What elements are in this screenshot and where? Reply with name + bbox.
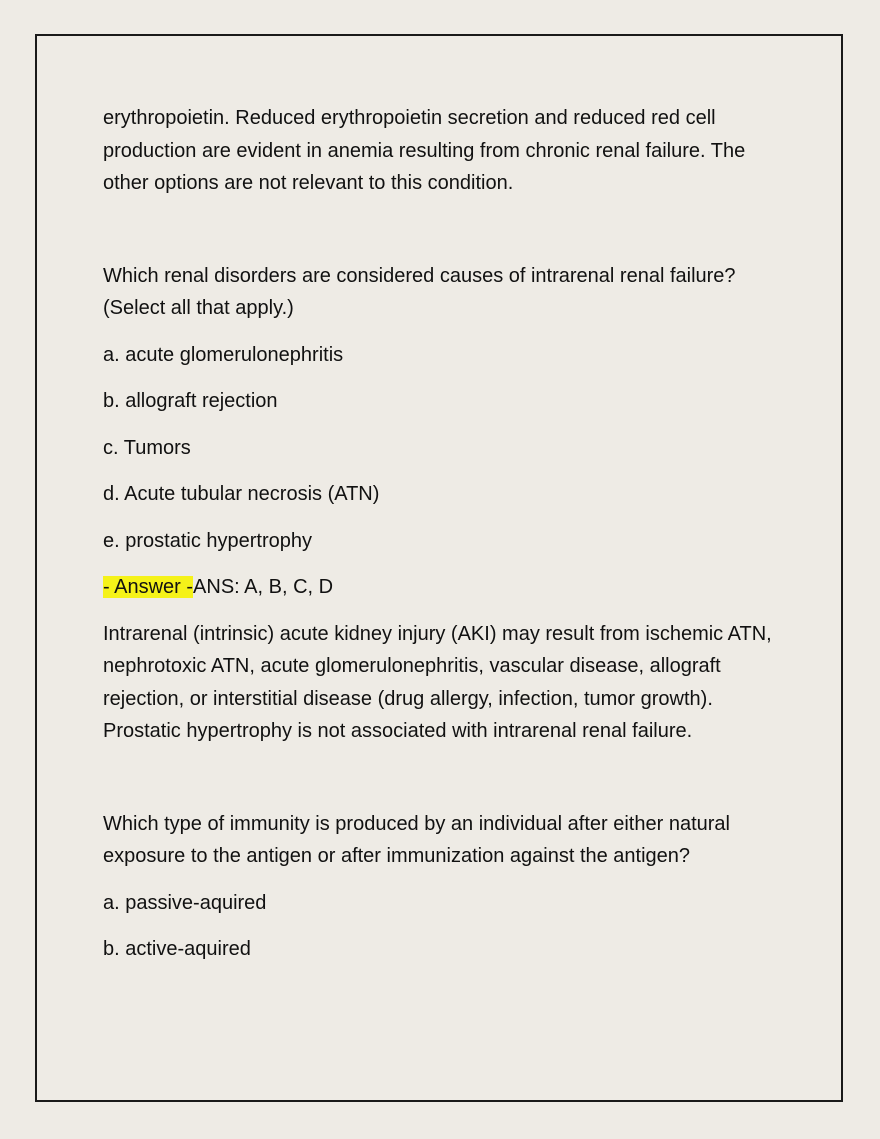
- question-1-option-b: b. allograft rejection: [103, 390, 278, 412]
- question-2-option-a: a. passive-aquired: [103, 891, 267, 914]
- question-1-option-d: d. Acute tubular necrosis (ATN): [103, 483, 380, 505]
- question-2-option-b: b. active-aquired: [103, 938, 251, 960]
- question-1-rationale: Intrarenal (intrinsic) acute kidney injury (AKI) may result from ischemic ATN, nephrotoxic ATN, acute glomerulonephritis, vascular disease, allograft rejection, or interstitial disease (drug allergy, infection, tumor growth). Prostatic hypertrophy is not associated with intrarenal renal failure.: [103, 622, 772, 742]
- question-1-answer-text: ANS: A, B, C, D: [193, 576, 334, 598]
- question-1-answer-line: [103, 571, 783, 604]
- rationale-continuation: erythropoietin. Reduced erythropoietin secretion and reduced red cell production are evident in anemia resulting from chronic renal failure. The other options are not relevant to this condition.: [103, 107, 746, 194]
- question-1-option-c: c. Tumors: [103, 436, 191, 459]
- question-1-option-e: e. prostatic hypertrophy: [103, 529, 312, 552]
- document-content: [103, 102, 783, 966]
- question-1-option-a: a. acute glomerulonephritis: [103, 343, 344, 366]
- answer-highlight-marker: - Answer -: [103, 576, 194, 598]
- question-2-text: Which type of immunity is produced by an individual after either natural exposure to the antigen or after immunization against the antigen?: [103, 812, 730, 867]
- question-1-text: Which renal disorders are considered causes of intrarenal renal failure? (Select all that apply.): [103, 264, 736, 319]
